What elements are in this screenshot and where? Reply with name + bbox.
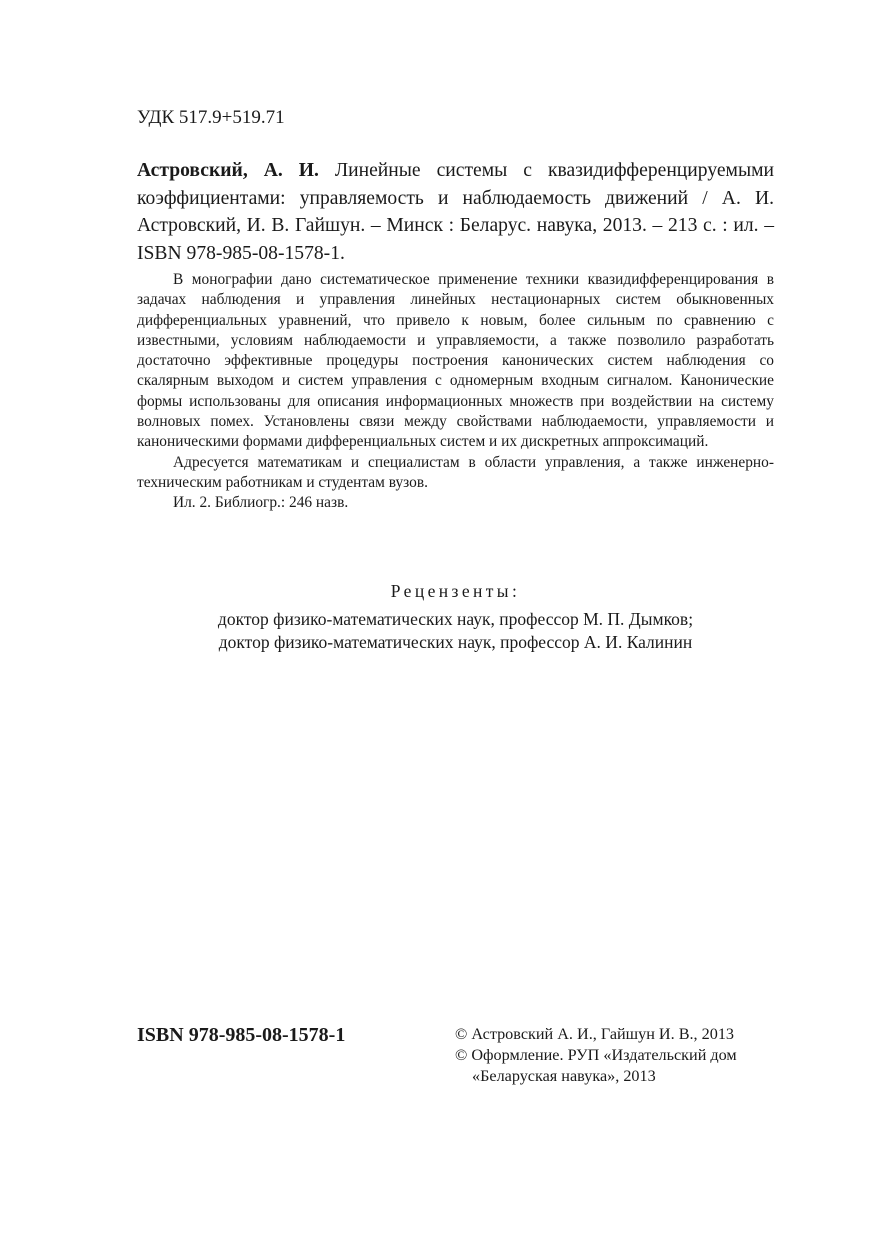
abstract-paragraph-main: В монографии дано систематическое применение техники квазидифференцирования в задачах наблюдения и управления линейных нестационарных систем обыкновенных дифференциальных уравнений, что привело к новым, более сильным по сравнению с известными, условиям наблюдаемости и управляемости, а также позволило разработать достаточно эффективные процедуры построения канонических систем наблюдения со скалярным выходом и систем управления с одномерным входным сигналом. Канонические формы использованы для описания информационных множеств при воздействии на систему волновых помех. Установлены связи между свойствами наблюдаемости, управляемости и каноническими формами дифференциальных систем и их дискретных аппроксимаций. [137,271,774,451]
reviewer-item: доктор физико-математических наук, профессор А. И. Калинин [218,632,693,652]
udk-code: УДК 517.9+519.71 [137,107,285,128]
author-name: Астровский, А. И. [137,160,319,181]
copyright-line: «Беларуская навука», 2013 [472,1067,656,1085]
reviewers-heading: Рецензенты: [390,581,521,601]
isbn: ISBN 978-985-08-1578-1 [137,1024,346,1046]
copyright-line: © Оформление. РУП «Издательский дом [455,1046,737,1064]
bibliographic-entry [137,157,774,267]
reviewer-item: доктор физико-математических наук, профессор М. П. Дымков; [217,609,694,629]
copyright-line: © Астровский А. И., Гайшун И. В., 2013 [455,1025,735,1043]
bibliographic-description: Линейные системы с квазидифференцируемыми коэффициентами: управляемость и наблюдаемость движений / А. И. Астровский, И. В. Гайшун. – Минск : Беларус. навука, 2013. – 213 с. : ил. – ISBN 978-985-08-1578-1. [137,160,774,264]
abstract-paragraph-figures: Ил. 2. Библиогр.: 246 назв. [173,494,349,512]
abstract-paragraph-audience: Адресуется математикам и специалистам в области управления, а также инженерно-техническим работникам и студентам вузов. [137,453,774,491]
abstract [137,270,774,514]
